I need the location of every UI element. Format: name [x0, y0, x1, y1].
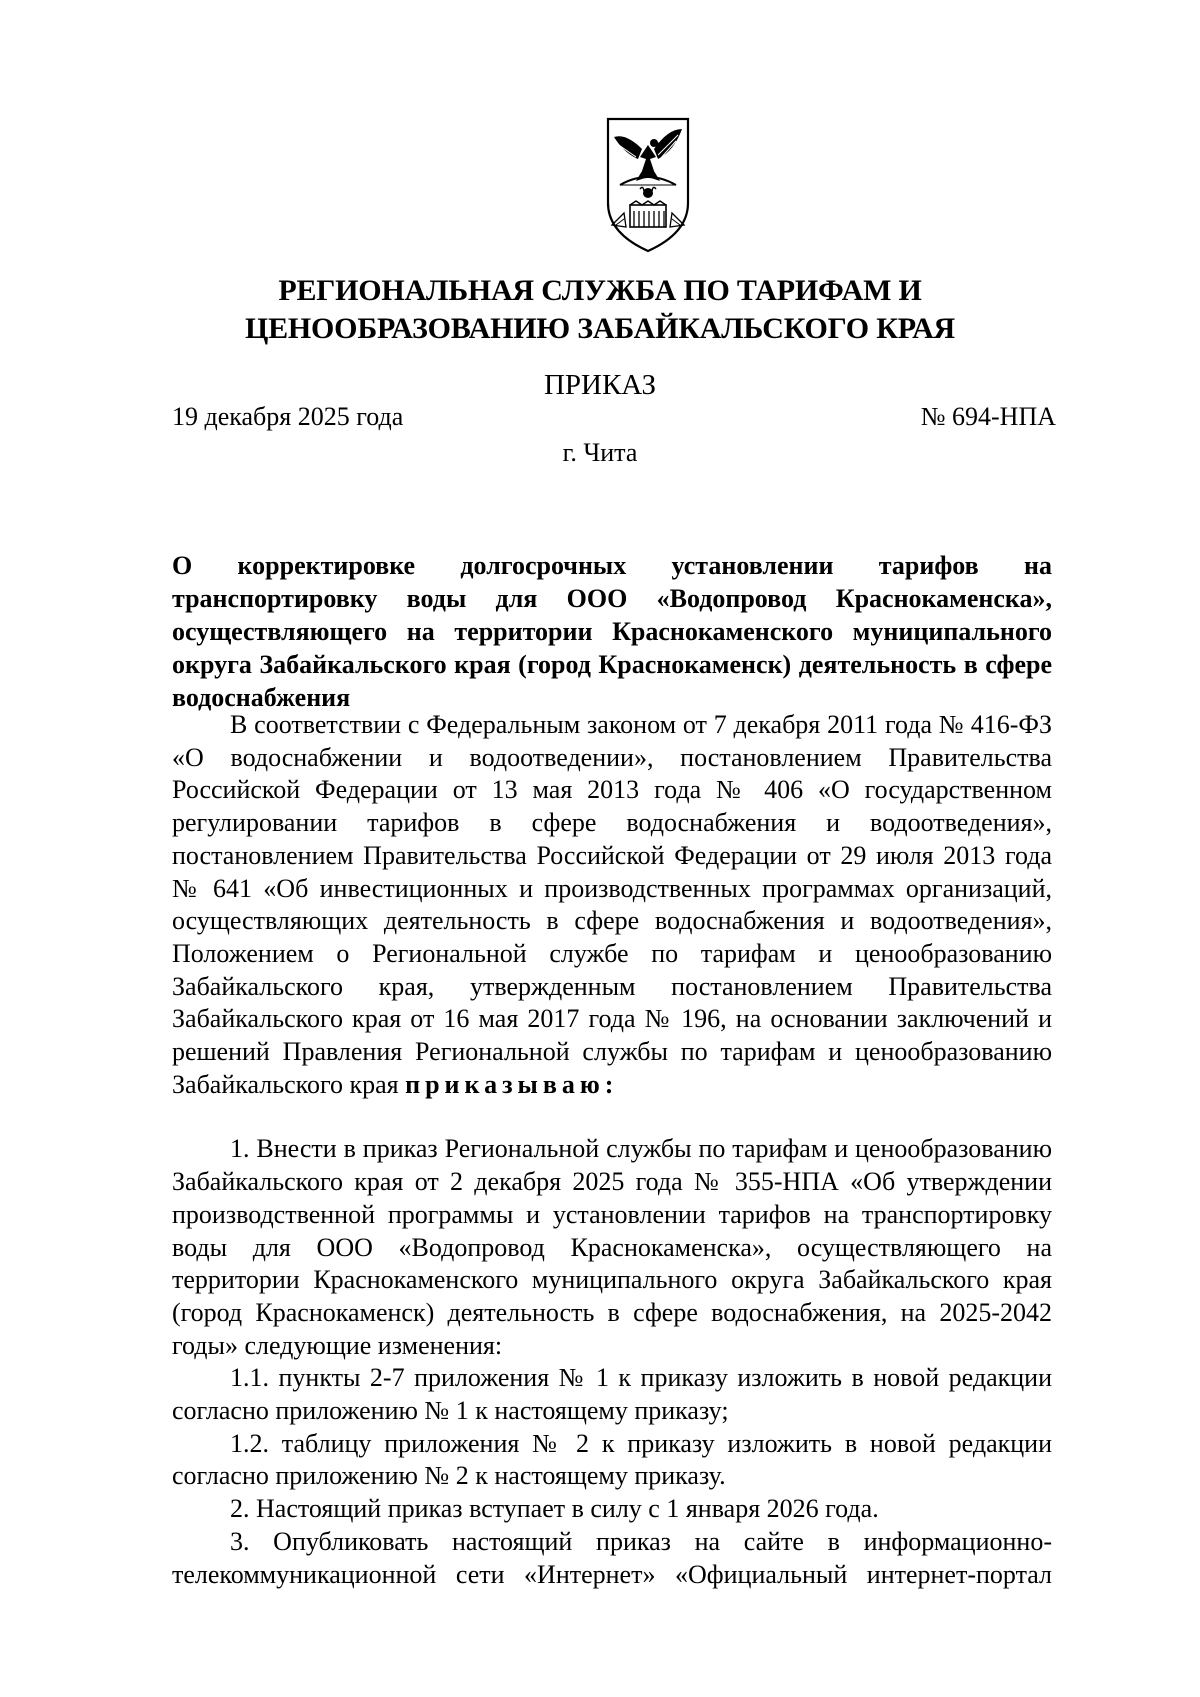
document-body [172, 709, 1052, 1591]
preamble-paragraph [172, 709, 1052, 1101]
item-2-paragraph: 2. Настоящий приказ вступает в силу с 1 января 2026 года. [230, 1494, 879, 1524]
document-subject: О корректировке долгосрочных установлении тарифов на транспортировку воды для ООО «Водопровод Краснокаменска», осуществляющего на территории Краснокаменского муниципального округа Забайкальского края (город Краснокаменск) деятельность в сфере водоснабжения [172, 551, 1052, 712]
item-1-2-paragraph: 1.2. таблицу приложения № 2 к приказу изложить в новой редакции согласно приложению № 2 к настоящему приказу. [172, 1428, 1052, 1491]
order-word: приказываю: [405, 1069, 619, 1099]
coat-of-arms-icon [602, 115, 694, 255]
document-date: 19 декабря 2025 года [172, 402, 404, 431]
organization-title [150, 272, 1050, 348]
item-1-paragraph: 1. Внести в приказ Региональной службы по тарифам и ценообразованию Забайкальского края от 2 декабря 2025 года № 355-НПА «Об утверждении производственной программы и установлении тарифов на транспортировку воды для ООО «Водопровод Краснокаменска», осуществляющего на территории Краснокаменского муниципального округа Забайкальского края (город Краснокаменск) деятельность в сфере водоснабжения, на 2025-2042 годы» следующие изменения: [172, 1134, 1052, 1360]
organization-title-line2: ЦЕНООБРАЗОВАНИЮ ЗАБАЙКАЛЬСКОГО КРАЯ [244, 312, 956, 345]
document-number: № 694-НПА [920, 402, 1056, 431]
document-type: ПРИКАЗ [543, 369, 657, 401]
preamble-text: В соответствии с Федеральным законом от 7 декабря 2011 года № 416-ФЗ «О водоснабжении и водоотведении», постановлением Правительства Российской Федерации от 13 мая 2013 года № 406 «О государственном регулировании тарифов в сфере водоснабжения и водоотведения», постановлением Правительства Российской Федерации от 29 июля 2013 года № 641 «Об инвестиционных и производственных программах организаций, осуществляющих деятельность в сфере водоснабжения и водоотведения», Положением о Региональной службе по тарифам и ценообразованию Забайкальского края, утвержденным постановлением Правительства Забайкальского края от 16 мая 2017 года № 196, на основании заключений и решений Правления Региональной службы по тарифам и ценообразованию Забайкальского края [172, 710, 1052, 1099]
organization-title-line1: РЕГИОНАЛЬНАЯ СЛУЖБА ПО ТАРИФАМ И [278, 274, 922, 307]
document-city: г. Чита [562, 438, 638, 467]
item-3-paragraph: 3. Опубликовать настоящий приказ на сайте в информационно-телекоммуникационной сети «Интернет» «Официальный интернет-портал [172, 1526, 1052, 1589]
item-1-1-paragraph: 1.1. пункты 2-7 приложения № 1 к приказу изложить в новой редакции согласно приложению № 1 к настоящему приказу; [172, 1363, 1052, 1426]
